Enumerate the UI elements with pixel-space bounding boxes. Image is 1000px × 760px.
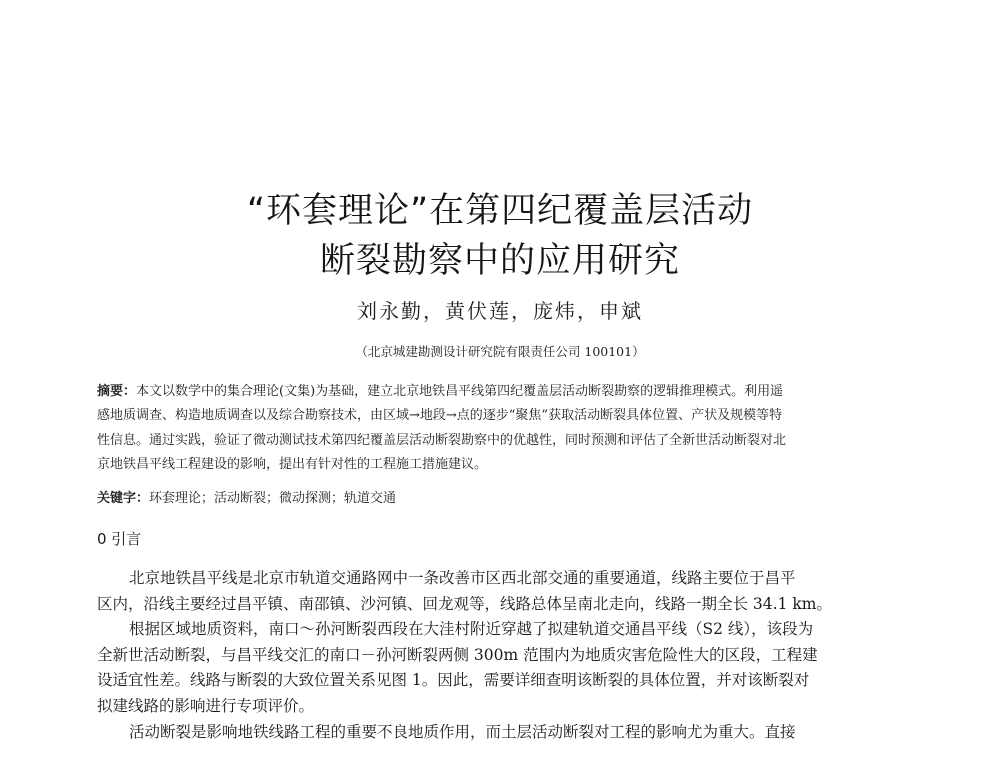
abstract-label: 摘要： bbox=[97, 384, 137, 399]
body-line: 区内，沿线主要经过昌平镇、南邵镇、沙河镇、回龙观等，线路总体呈南北走向，线路一期全长 34.1 km。 bbox=[97, 594, 832, 613]
body-line: 全新世活动断裂，与昌平线交汇的南口－孙河断裂两侧 300m 范围内为地质灾害危险性大的区段，工程建 bbox=[97, 645, 818, 664]
keywords bbox=[97, 488, 903, 510]
body-line: 设适宜性差。线路与断裂的大致位置关系见图 1。因此，需要详细查明该断裂的具体位置，并对该断裂对 bbox=[97, 671, 810, 690]
body-line: 北京地铁昌平线是北京市轨道交通路网中一条改善市区西北部交通的重要通道，线路主要位于昌平 bbox=[129, 569, 796, 587]
paper-title-line-2: 断裂勘察中的应用研究 bbox=[319, 241, 680, 281]
affiliation: （北京城建勘测设计研究院有限责任公司 100101） bbox=[355, 344, 645, 359]
abstract-line bbox=[97, 380, 903, 404]
abstract-line: 性信息。通过实践，验证了微动测试技术第四纪覆盖层活动断裂勘察中的优越性，同时预测和评估了全新世活动断裂对北 bbox=[97, 432, 787, 448]
paper-title-line-1: “环套理论”在第四纪覆盖层活动 bbox=[246, 191, 754, 231]
abstract bbox=[97, 380, 903, 477]
keywords-text: 环套理论；活动断裂；微动探测；轨道交通 bbox=[149, 491, 397, 506]
author-list: 刘永勤，黄伏莲，庞炜，申斌 bbox=[357, 299, 643, 323]
body-line: 活动断裂是影响地铁线路工程的重要不良地质作用，而土层活动断裂对工程的影响尤为重大。直接 bbox=[129, 722, 796, 741]
abstract-text: 本文以数学中的集合理论(文集)为基础，建立北京地铁昌平线第四纪覆盖层活动断裂勘察的逻辑推理模式。利用遥 bbox=[136, 384, 784, 399]
abstract-line: 京地铁昌平线工程建设的影响，提出有针对性的工程施工措施建议。 bbox=[97, 456, 488, 472]
abstract-line: 感地质调查、构造地质调查以及综合勘察技术，由区域→地段→点的逐步“聚焦”获取活动断裂具体位置、产状及规模等特 bbox=[97, 408, 783, 424]
body-line: 根据区域地质资料，南口～孙河断裂西段在大洼村附近穿越了拟建轨道交通昌平线（S2 线），该段为 bbox=[129, 620, 814, 639]
section-heading: 0 引言 bbox=[97, 530, 142, 548]
body-text bbox=[97, 566, 903, 745]
keywords-label: 关键字： bbox=[97, 491, 150, 506]
body-line: 拟建线路的影响进行专项评价。 bbox=[97, 696, 315, 715]
